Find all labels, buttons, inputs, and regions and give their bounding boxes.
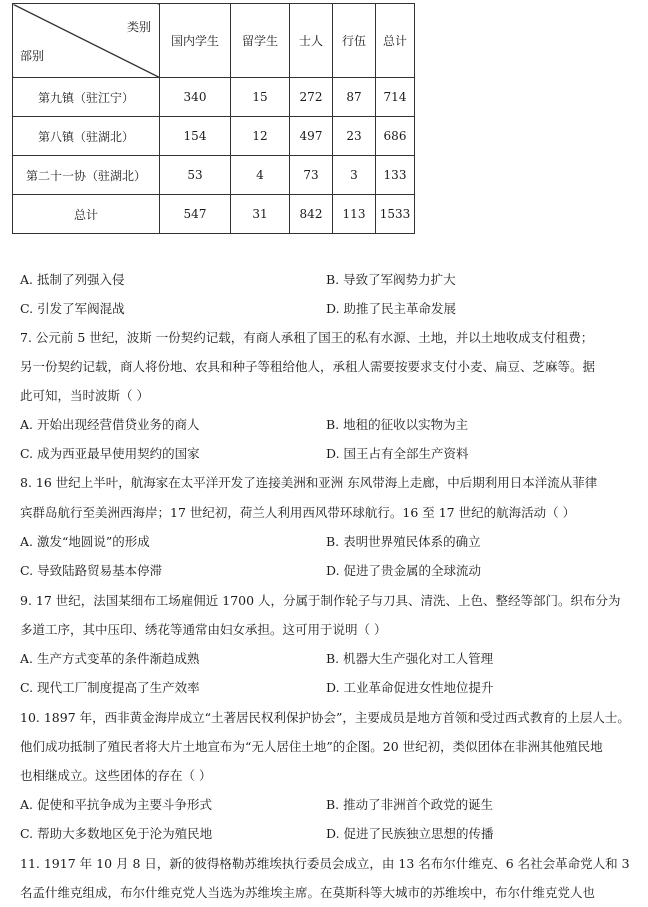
q7-stem-line-1: 7. 公元前 5 世纪，波斯 一份契约记载，有商人承租了国王的私有水源、土地，并以土地收成支付租费； [20,330,594,345]
table-cell: 1533 [376,195,415,234]
q6-option-a[interactable]: A. 抵制了列强入侵 [20,272,125,287]
corner-unit-label: 部别 [20,49,45,63]
table-row [13,156,415,195]
q8-stem-line-2: 宾群岛航行至美洲西海岸；17 世纪初，荷兰人利用西风带环球航行。16 至 17 世纪的航海活动（ ） [20,505,576,520]
q9-option-d[interactable]: D. 工业革命促进女性地位提升 [326,680,494,695]
q10-option-c[interactable]: C. 帮助大多数地区免于沦为殖民地 [20,826,213,841]
table-cell: 497 [290,117,333,156]
table-cell: 4 [231,156,290,195]
q10-option-d[interactable]: D. 促进了民族独立思想的传播 [326,826,494,841]
column-header: 行伍 [333,4,376,78]
q9-stem-line-1: 9. 17 世纪，法国某细布工场雇佣近 1700 人，分属于制作轮子与刀具、清洗、上色、整经等部门。织布分为 [20,593,621,608]
table-cell: 842 [290,195,333,234]
q6-option-c[interactable]: C. 引发了军阀混战 [20,301,125,316]
q7-stem-line-3: 此可知，当时波斯（ ） [20,388,149,403]
q7-option-a[interactable]: A. 开始出现经营借贷业务的商人 [20,417,200,432]
table-cell: 31 [231,195,290,234]
q7-option-c[interactable]: C. 成为西亚最早使用契约的国家 [20,446,200,461]
table-cell: 87 [333,78,376,117]
table-cell: 547 [160,195,231,234]
q10-option-a[interactable]: A. 促使和平抗争成为主要斗争形式 [20,797,212,812]
q8-option-d[interactable]: D. 促进了贵金属的全球流动 [326,563,482,578]
q8-option-a[interactable]: A. 激发“地圆说”的形成 [20,534,150,549]
q8-option-b[interactable]: B. 表明世界殖民体系的确立 [326,534,481,549]
q11-stem-line-2: 名孟什维克组成，布尔什维克党人当选为苏维埃主席。在莫斯科等大城市的苏维埃中，布尔什维克党人也 [20,885,596,900]
table-row [13,78,415,117]
table-cell: 154 [160,117,231,156]
row-label: 第二十一协（驻湖北） [13,156,160,195]
q10-stem-line-1: 10. 1897 年，西非黄金海岸成立“土著居民权利保护协会”，主要成员是地方首领和受过西式教育的上层人士。 [20,710,630,725]
table-row [13,117,415,156]
q10-stem-line-2: 他们成功抵制了殖民者将大片土地宣布为“无人居住土地”的企图。20 世纪初，类似团体在非洲其他殖民地 [20,739,603,754]
q9-option-a[interactable]: A. 生产方式变革的条件渐趋成熟 [20,651,200,666]
q7-stem-line-2: 另一份契约记载，商人将份地、农具和种子等租给他人，承租人需要按要求支付小麦、扁豆、芝麻等。据 [20,359,596,374]
table-cell: 23 [333,117,376,156]
q8-stem-line-1: 8. 16 世纪上半叶，航海家在太平洋开发了连接美洲和亚洲 东风带海上走廊，中后期利用日本洋流从菲律 [20,475,598,490]
table-row [13,195,415,234]
q10-stem-line-3: 也相继成立。这些团体的存在（ ） [20,768,212,783]
table-cell: 686 [376,117,415,156]
table-header-row [13,4,415,78]
q9-stem-line-2: 多道工序，其中压印、绣花等通常由妇女承担。这可用于说明（ ） [20,622,387,637]
column-header: 总计 [376,4,415,78]
row-label: 第九镇（驻江宁） [13,78,160,117]
q11-stem-line-1: 11. 1917 年 10 月 8 日，新的彼得格勒苏维埃执行委员会成立，由 13 名布尔什维克、6 名社会革命党人和 3 [20,856,630,871]
table-cell: 53 [160,156,231,195]
q10-option-b[interactable]: B. 推动了非洲首个政党的诞生 [326,797,494,812]
q9-option-b[interactable]: B. 机器大生产强化对工人管理 [326,651,494,666]
table-cell: 3 [333,156,376,195]
q7-option-b[interactable]: B. 地租的征收以实物为主 [326,417,469,432]
table-corner-cell [13,4,160,78]
statistics-table [12,3,415,234]
q9-option-c[interactable]: C. 现代工厂制度提高了生产效率 [20,680,200,695]
table-cell: 12 [231,117,290,156]
column-header: 国内学生 [160,4,231,78]
table-cell: 133 [376,156,415,195]
table-cell: 340 [160,78,231,117]
table-cell: 714 [376,78,415,117]
q6-option-b[interactable]: B. 导致了军阀势力扩大 [326,272,456,287]
table-cell: 113 [333,195,376,234]
q6-option-d[interactable]: D. 助推了民主革命发展 [326,301,457,316]
table-cell: 272 [290,78,333,117]
corner-category-label: 类别 [126,20,151,34]
column-header: 留学生 [231,4,290,78]
q7-option-d[interactable]: D. 国王占有全部生产资料 [326,446,469,461]
q8-option-c[interactable]: C. 导致陆路贸易基本停滞 [20,563,163,578]
column-header: 士人 [290,4,333,78]
table-cell: 15 [231,78,290,117]
row-label: 第八镇（驻湖北） [13,117,160,156]
table-cell: 73 [290,156,333,195]
row-label: 总计 [13,195,160,234]
